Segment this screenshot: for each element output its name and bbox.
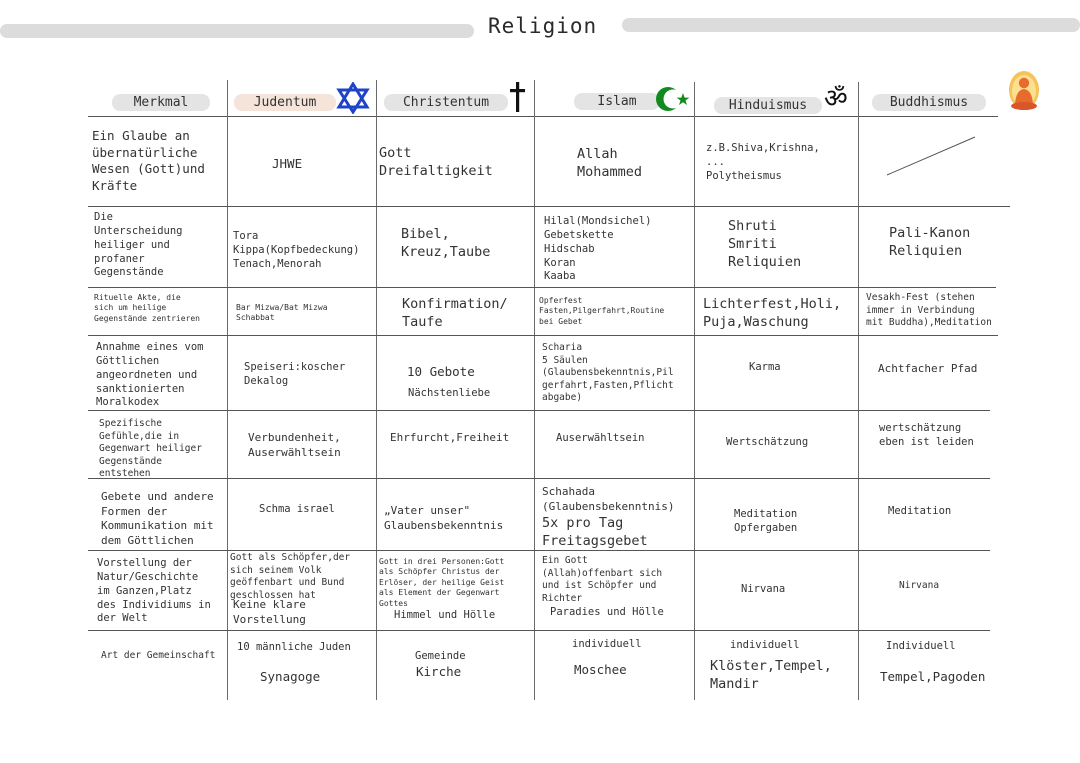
header-hinduismus: Hinduismus bbox=[714, 97, 822, 114]
row-rule bbox=[88, 478, 990, 479]
row-rule bbox=[88, 206, 1010, 207]
row6-judentum: Schma israel bbox=[259, 503, 335, 515]
latin-cross-icon bbox=[509, 82, 527, 112]
row8-islam: individuell bbox=[572, 638, 642, 650]
row2-buddhismus: Pali-Kanon Reliquien bbox=[889, 225, 971, 259]
row7-buddhismus: Nirvana bbox=[899, 580, 940, 591]
row4-christentum-2: Nächstenliebe bbox=[408, 387, 491, 399]
row8-buddhismus-2: Tempel,Pagoden bbox=[880, 669, 986, 684]
page-title: Religion bbox=[488, 14, 598, 38]
row-rule bbox=[88, 335, 998, 336]
row5-christentum: Ehrfurcht,Freiheit bbox=[390, 431, 510, 444]
row7-merkmal: Vorstellung der Natur/Geschichte im Ganzen,Platz des Individiums in der Welt bbox=[97, 557, 211, 625]
empty-strike-line bbox=[884, 134, 978, 178]
star-of-david-icon bbox=[336, 82, 370, 114]
row2-judentum: Tora Kippa(Kopfbedeckung) Tenach,Menorah bbox=[233, 230, 360, 270]
row8-judentum: 10 männliche Juden bbox=[237, 641, 351, 653]
title-bar-left bbox=[0, 24, 474, 38]
row8-christentum-2: Kirche bbox=[416, 664, 462, 679]
vertical-divider bbox=[858, 82, 859, 700]
row8-merkmal: Art der Gemeinschaft bbox=[101, 650, 216, 661]
header-merkmal: Merkmal bbox=[112, 94, 210, 111]
row1-judentum: JHWE bbox=[272, 156, 303, 171]
header-christentum: Christentum bbox=[384, 94, 508, 111]
row1-merkmal: Ein Glaube an übernatürliche Wesen (Gott)und Kräfte bbox=[92, 128, 205, 193]
row8-hinduismus-2: Klöster,Tempel, Mandir bbox=[710, 658, 832, 692]
row7-christentum-2: Himmel und Hölle bbox=[394, 609, 496, 621]
om-icon: ॐ bbox=[824, 84, 848, 114]
row3-buddhismus: Vesakh-Fest (stehen immer in Verbindung mit Buddha),Meditation bbox=[866, 292, 992, 329]
row6-merkmal: Gebete und andere Formen der Kommunikation mit dem Göttlichen bbox=[101, 490, 214, 547]
row7-islam: Ein Gott (Allah)offenbart sich und ist Schöpfer und Richter bbox=[542, 555, 663, 604]
row5-hinduismus: Wertschätzung bbox=[726, 436, 809, 448]
row5-islam: Auserwähltsein bbox=[556, 432, 645, 444]
vertical-divider bbox=[694, 82, 695, 700]
row6-buddhismus: Meditation bbox=[888, 505, 952, 517]
crescent-star-icon bbox=[654, 84, 692, 114]
row4-christentum: 10 Gebote bbox=[407, 364, 475, 379]
row3-islam: Opferfest Fasten,Pilgerfahrt,Routine bei Gebet bbox=[539, 296, 665, 326]
row8-hinduismus: individuell bbox=[730, 639, 800, 651]
row7-judentum: Gott als Schöpfer,der sich seinem Volk geöffenbart und Bund geschlossen hat bbox=[230, 552, 351, 601]
row8-christentum: Gemeinde bbox=[415, 650, 466, 662]
row3-judentum: Bar Mizwa/Bat Mizwa Schabbat bbox=[236, 303, 328, 323]
title-bar-right bbox=[622, 18, 1080, 32]
header-rule bbox=[88, 116, 998, 117]
row2-merkmal: Die Unterscheidung heiliger und profaner Gegenstände bbox=[94, 211, 183, 279]
row6-christentum: „Vater unser" Glaubensbekenntnis bbox=[384, 504, 504, 532]
row6-hinduismus: Meditation Opfergaben bbox=[734, 508, 798, 534]
vertical-divider bbox=[376, 80, 377, 700]
row3-christentum: Konfirmation/ Taufe bbox=[402, 296, 508, 330]
row4-judentum: Speiseri:koscher Dekalog bbox=[244, 361, 346, 387]
row5-merkmal: Spezifische Gefühle,die in Gegenwart heiliger Gegenstände entstehen bbox=[99, 418, 202, 480]
row7-islam-2: Paradies und Hölle bbox=[550, 606, 664, 618]
row7-hinduismus: Nirvana bbox=[741, 583, 786, 595]
row-rule bbox=[88, 550, 990, 551]
row1-christentum: Gott Dreifaltigkeit bbox=[379, 145, 493, 179]
vertical-divider bbox=[534, 80, 535, 700]
row-rule bbox=[88, 630, 990, 631]
row8-judentum-2: Synagoge bbox=[260, 669, 321, 684]
row5-buddhismus: wertschätzung eben ist leiden bbox=[879, 422, 974, 448]
row4-islam: Scharia 5 Säulen (Glaubensbekenntnis,Pil gerfahrt,Fasten,Pflicht abgabe) bbox=[542, 342, 674, 404]
row2-christentum: Bibel, Kreuz,Taube bbox=[401, 226, 491, 260]
row3-merkmal: Rituelle Akte, die sich um heilige Gegenstände zentrieren bbox=[94, 293, 200, 323]
row3-hinduismus: Lichterfest,Holi, Puja,Waschung bbox=[703, 296, 842, 330]
row8-islam-2: Moschee bbox=[574, 662, 627, 677]
row4-hinduismus: Karma bbox=[749, 361, 781, 373]
row-rule bbox=[88, 287, 996, 288]
row7-judentum-2: Keine klare Vorstellung bbox=[233, 598, 306, 626]
header-islam: Islam bbox=[574, 93, 660, 110]
header-buddhismus: Buddhismus bbox=[872, 94, 986, 111]
row6-islam: Schahada (Glaubensbekenntnis) bbox=[542, 485, 675, 513]
buddha-icon bbox=[1006, 70, 1042, 112]
header-judentum: Judentum bbox=[234, 94, 336, 111]
row8-buddhismus: Individuell bbox=[886, 640, 956, 652]
row4-buddhismus: Achtfacher Pfad bbox=[878, 362, 978, 375]
row6-islam-2: 5x pro Tag Freitagsgebet bbox=[542, 515, 648, 549]
vertical-divider bbox=[227, 80, 228, 700]
row-rule bbox=[88, 410, 990, 411]
row5-judentum: Verbundenheit, Auserwähltsein bbox=[248, 431, 341, 459]
row2-islam: Hilal(Mondsichel) Gebetskette Hidschab Koran Kaaba bbox=[544, 215, 652, 283]
row1-islam: Allah Mohammed bbox=[577, 146, 643, 180]
row7-christentum: Gott in drei Personen:Gott als Schöpfer Christus der Erlöser, der heilige Geist als Element der Gegenwart Gottes bbox=[379, 557, 505, 608]
row1-hinduismus: z.B.Shiva,Krishna, ... Polytheismus bbox=[706, 142, 820, 182]
row2-hinduismus: Shruti Smriti Reliquien bbox=[728, 218, 802, 270]
row4-merkmal: Annahme eines vom Göttlichen angeordneten und sanktionierten Moralkodex bbox=[96, 341, 204, 409]
